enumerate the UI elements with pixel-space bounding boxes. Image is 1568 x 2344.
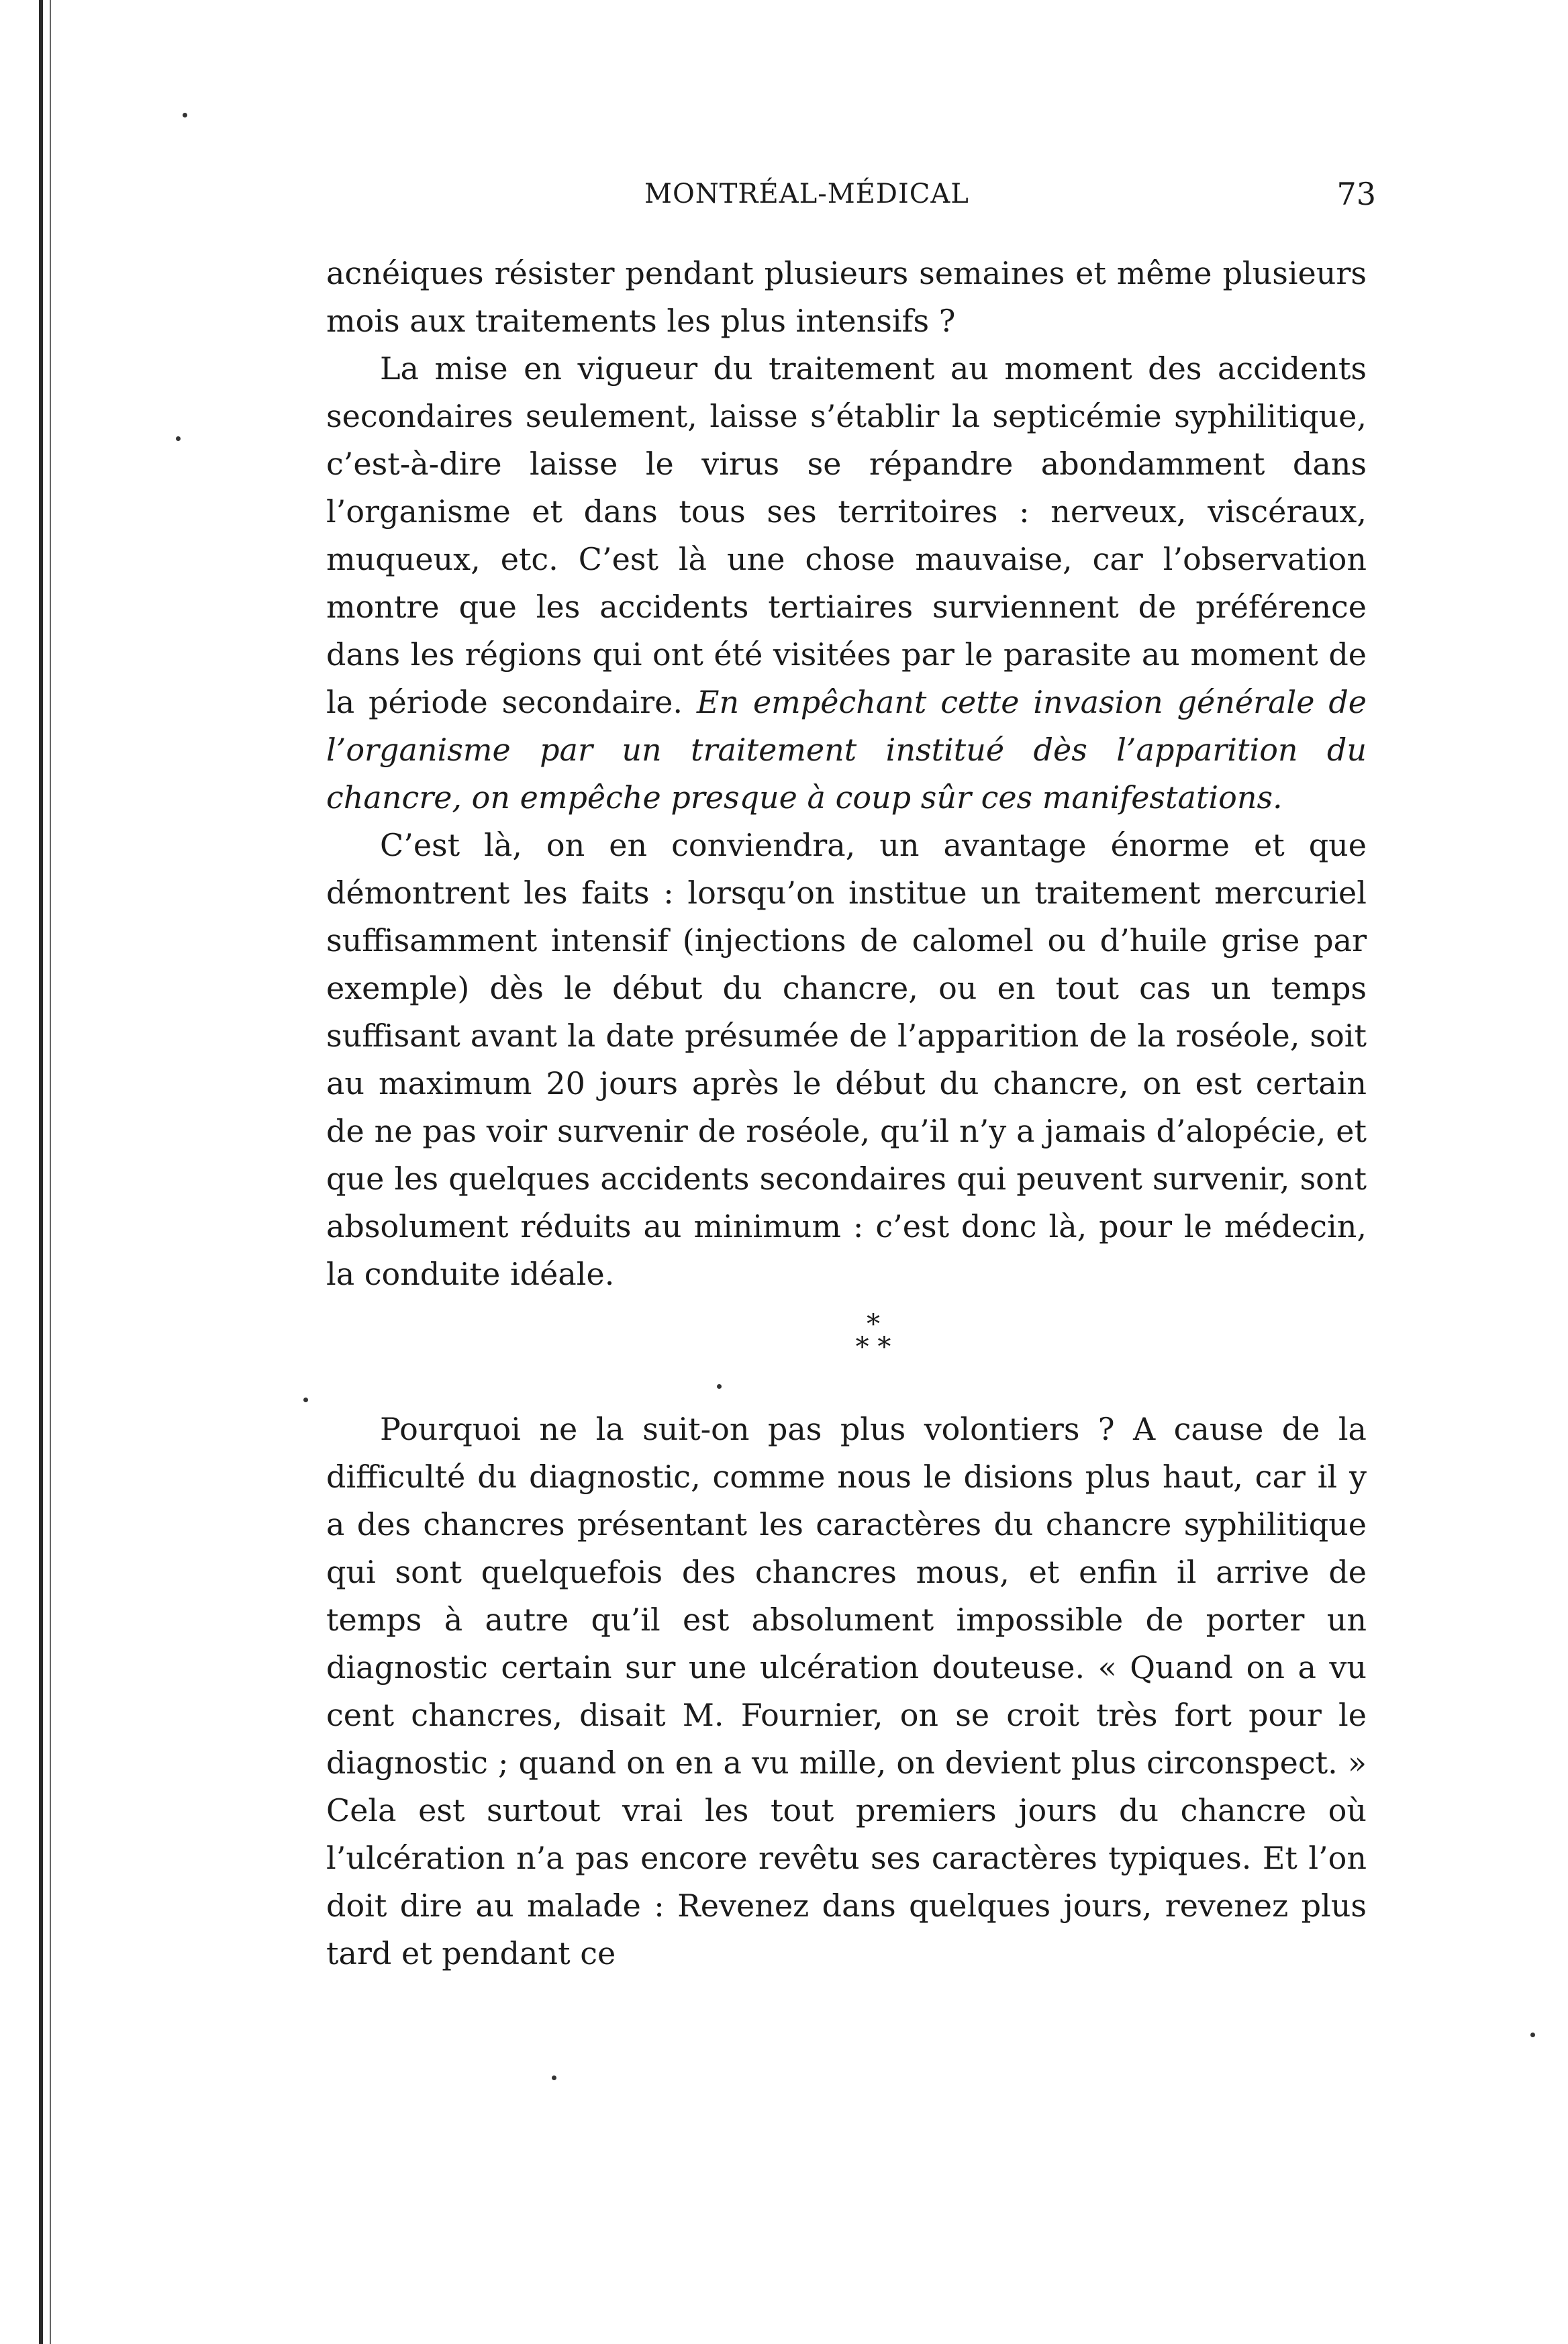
ink-speck: [1530, 2033, 1535, 2037]
paragraph-4: Pourquoi ne la suit-on pas plus volontiers ? A cause de la difficulté du diagnostic, comme nous le disions plus haut, car il y a des chancres présentant les caractères du chancre syphilitique qui sont quelquefois des chancres mous, et enfin il arrive de temps à autre qu’il est absolument impossible de porter un diagnostic certain sur une ulcération douteuse. « Quand on a vu cent chancres, disait M. Fournier, on se croit très fort pour le diagnostic ; quand on en a vu mille, on devient plus circonspect. » Cela est surtout vrai les tout premiers jours du chancre où l’ulcération n’a pas encore revêtu ses caractères typiques. Et l’on doit dire au malade : Revenez dans quelques jours, revenez plus tard et pendant ce: [326, 1411, 1367, 1971]
paragraph-3: C’est là, on en conviendra, un avantage énorme et que démontrent les faits : lorsqu’on institue un traitement mercuriel suffisamment intensif (injections de calomel ou d’huile grise par exemple) dès le début du chancre, ou en tout cas un temps suffisant avant la date présumée de l’apparition de la roséole, soit au maximum 20 jours après le début du chancre, on est certain de ne pas voir survenir de roséole, qu’il n’y a jamais d’alopécie, et que les quelques accidents secondaires qui peuvent survenir, sont absolument réduits au minimum : c’est donc là, pour le médecin, la conduite idéale.: [326, 827, 1367, 1292]
running-title: MONTRÉAL-MÉDICAL: [644, 179, 969, 209]
ink-speck: [552, 2076, 556, 2080]
paragraph-1: acnéiques résister pendant plusieurs semaines et même plusieurs mois aux traitements les plus intensifs ?: [326, 255, 1367, 339]
asterism-top: *: [867, 1309, 880, 1340]
section-asterism: [326, 1309, 1367, 1363]
paragraph-2-text: La mise en vigueur du traitement au moment des accidents secondaires seulement, laisse s’établir la septicémie syphilitique, c’est-à-dire laisse le virus se répandre abondamment dans l’organisme et dans tous ses territoires : nerveux, viscéraux, muqueux, etc. C’est là une chose mauvaise, car l’observation montre que les accidents tertiaires surviennent de préférence dans les régions qui ont été visitées par le parasite au moment de la période secondaire.: [326, 350, 1367, 720]
page-binding-edge: [39, 0, 43, 2344]
running-header: [322, 176, 1376, 216]
page-number: 73: [1336, 176, 1376, 212]
body-text: [326, 250, 1367, 1977]
ink-speck: [176, 436, 181, 441]
ink-speck: [183, 113, 187, 117]
ink-speck: [303, 1398, 308, 1402]
page-binding-shadow: [50, 0, 51, 2344]
asterism-bottom: * *: [855, 1332, 891, 1363]
paragraph-2: [326, 345, 1367, 822]
paragraph-2-italic: En empêchant cette invasion générale de l’organisme par un traitement institué dès l’apparition du chancre, on empêche presque à coup sûr ces manifestations.: [326, 684, 1367, 816]
